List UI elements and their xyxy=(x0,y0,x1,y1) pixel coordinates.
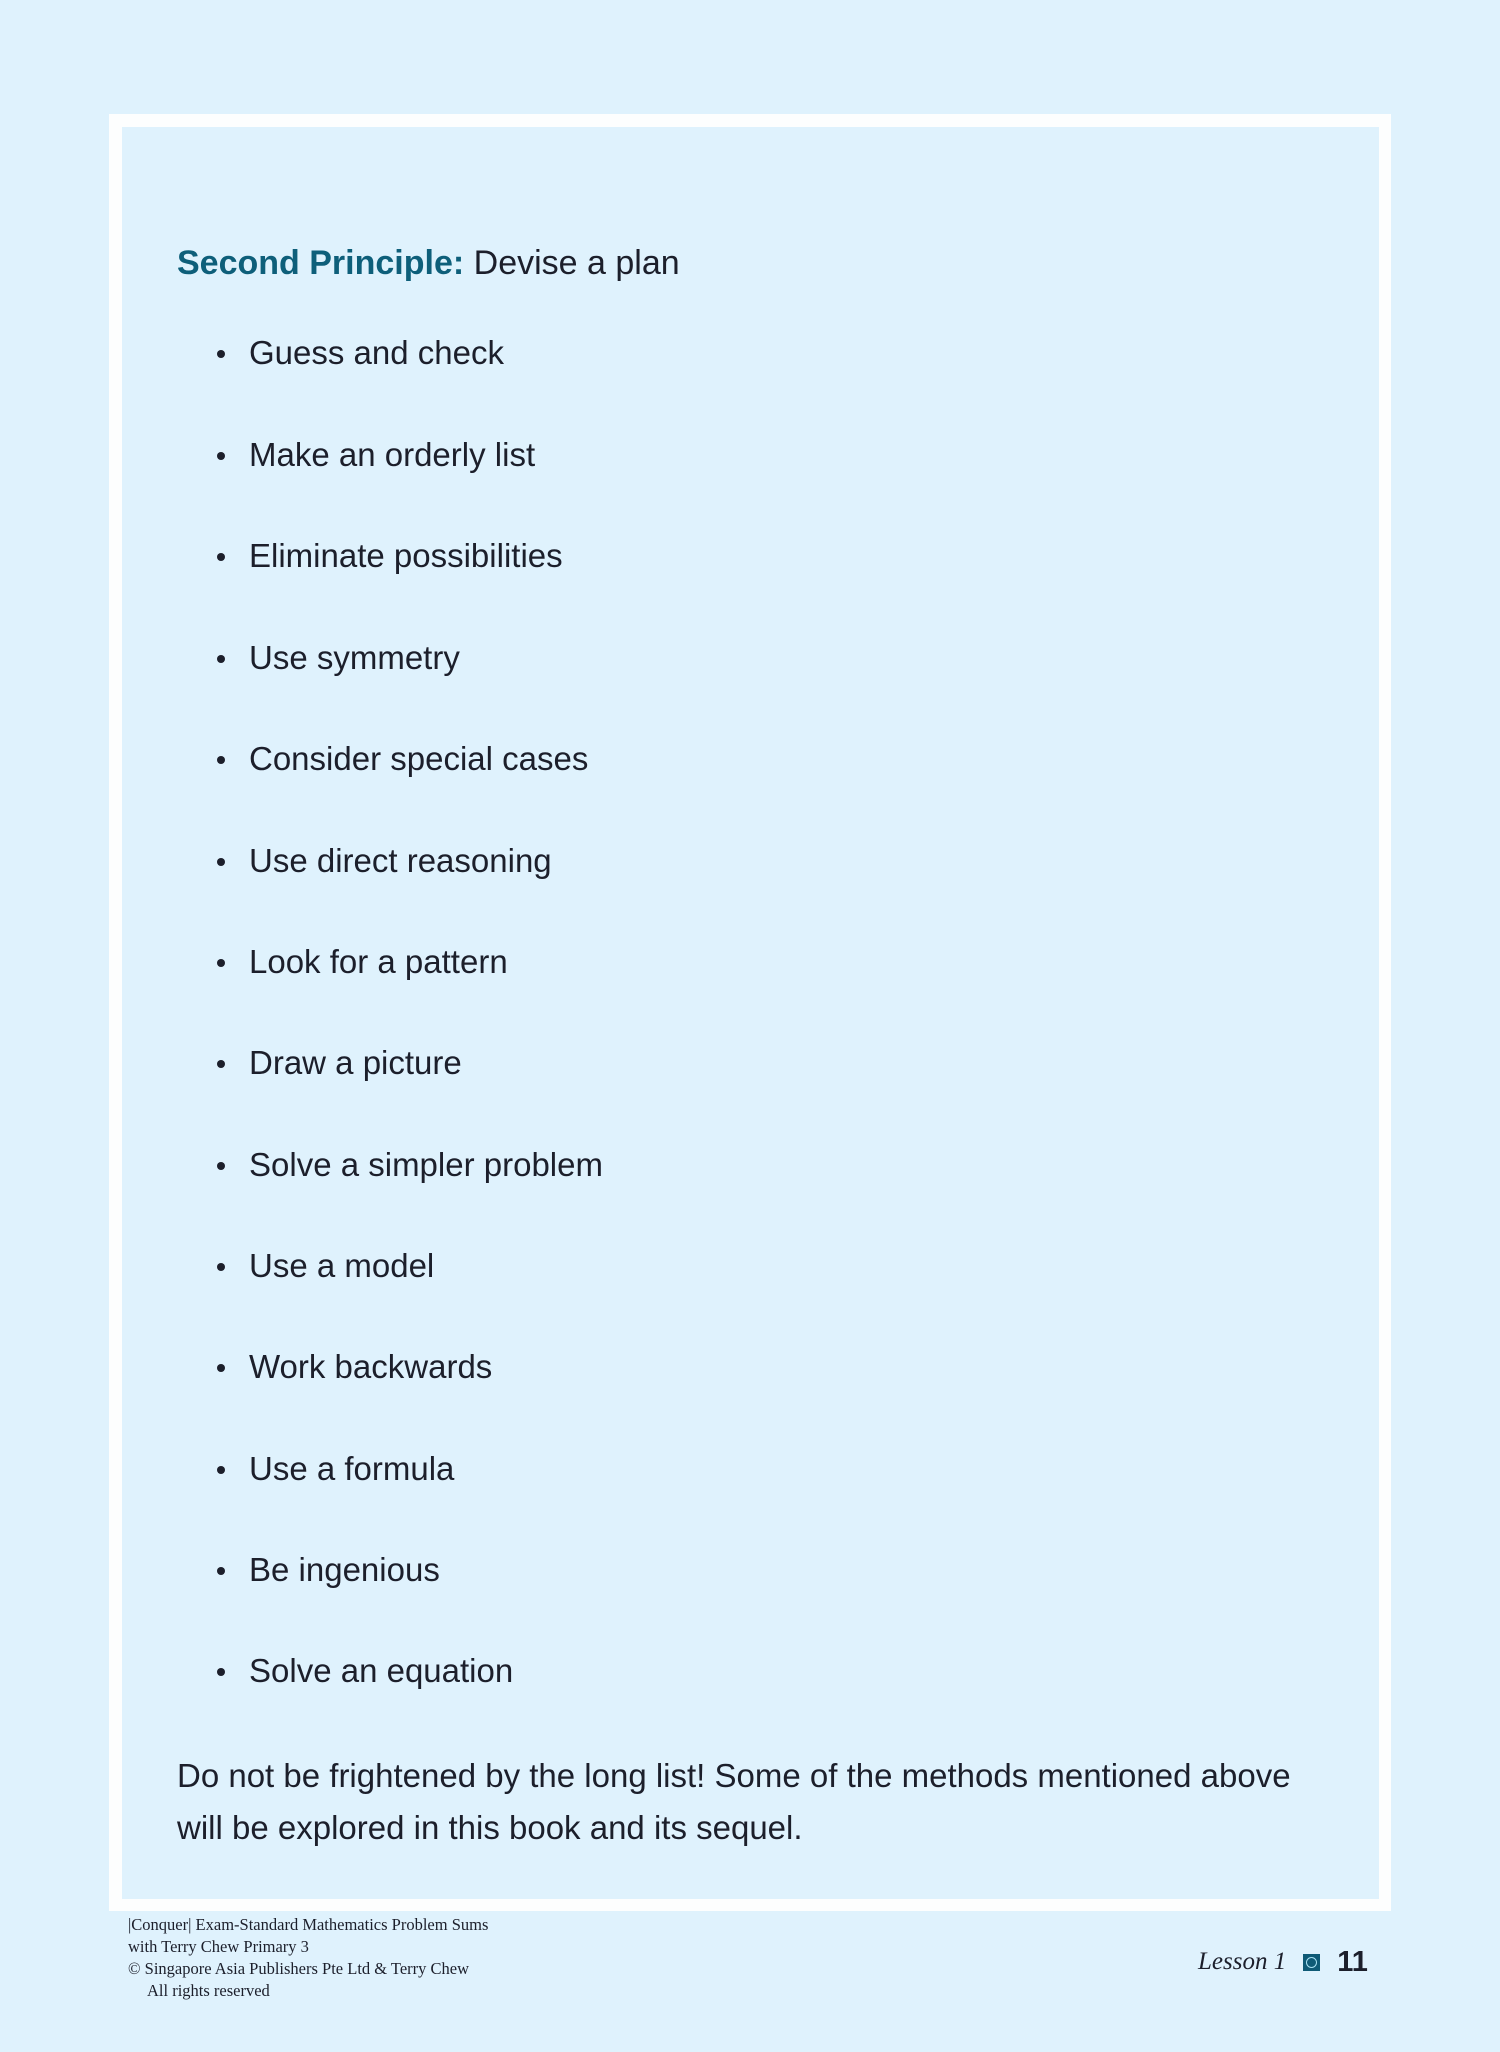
bullet-icon xyxy=(217,655,225,663)
bullet-icon xyxy=(217,1364,225,1372)
section-heading xyxy=(177,240,680,286)
bullet-icon xyxy=(217,1162,225,1170)
heading-text: Devise a plan xyxy=(464,244,680,282)
bullet-icon xyxy=(217,756,225,764)
bullet-icon xyxy=(217,858,225,866)
footer-copyright xyxy=(128,1914,488,2002)
bullet-icon xyxy=(217,1466,225,1474)
footer-book-title: |Conquer| Exam-Standard Mathematics Problem Sums xyxy=(128,1915,489,1934)
bullet-icon xyxy=(217,1567,225,1575)
bullet-icon xyxy=(217,1263,225,1271)
footer-book-subtitle: with Terry Chew Primary 3 xyxy=(128,1937,309,1956)
bullet-icon xyxy=(217,350,225,358)
page-number: 11 xyxy=(1337,1945,1368,1978)
bullet-icon xyxy=(217,553,225,561)
page-frame xyxy=(109,114,1391,1911)
lesson-label: Lesson 1 xyxy=(1198,1948,1287,1975)
closing-paragraph: Do not be frightened by the long list! Some of the methods mentioned above will be explored in this book and its sequel. xyxy=(177,1757,1291,1846)
footer-rights: All rights reserved xyxy=(147,1981,270,2000)
bullet-icon xyxy=(217,452,225,460)
footer-publisher: © Singapore Asia Publishers Pte Ltd & Terry Chew xyxy=(128,1959,470,1978)
heading-label: Second Principle: xyxy=(177,244,465,282)
bullet-icon xyxy=(217,1668,225,1676)
page-footer-marker xyxy=(1198,1944,1368,1980)
content-panel xyxy=(122,127,1379,1899)
bullet-icon xyxy=(217,959,225,967)
circle-in-square-icon xyxy=(1303,1954,1320,1971)
bullet-icon xyxy=(217,1060,225,1068)
